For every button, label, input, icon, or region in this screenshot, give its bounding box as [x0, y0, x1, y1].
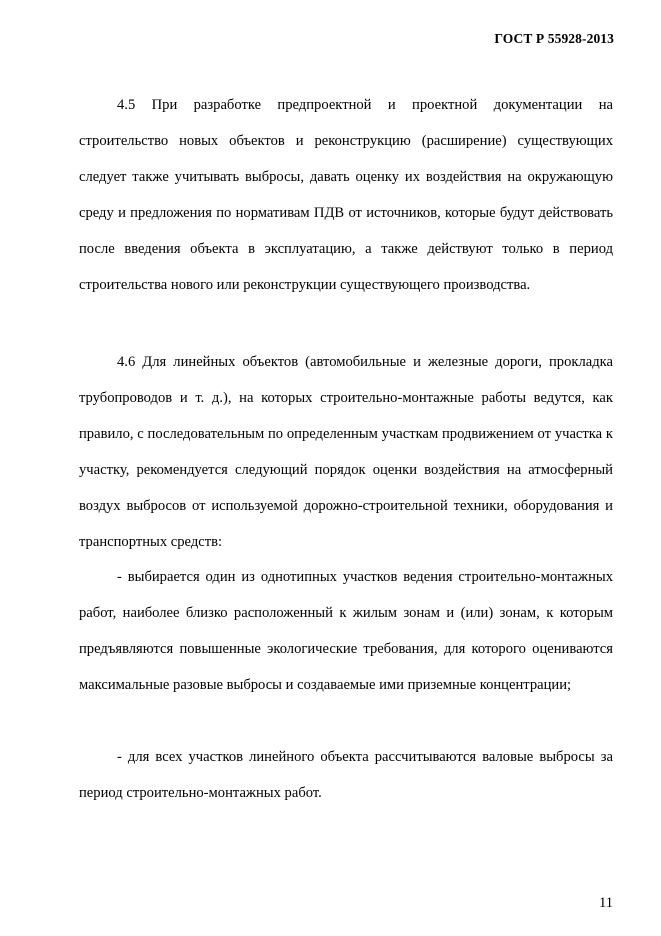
paragraph-4-5: 4.5 При разработке предпроектной и проектной документации на строительство новых объектов и реконструкцию (расширение) существующих следует также учитывать выбросы, давать оценку их воздействия на окружающую среду и предложения по нормативам ПДВ от источников, которые будут действовать после введения объекта в эксплуатацию, а также действуют только в период строительства нового или реконструкции существующего производства.	[79, 97, 613, 293]
paragraph-4-6: 4.6 Для линейных объектов (автомобильные и железные дороги, прокладка трубопроводов и т. д.), на которых строительно-монтажные работы ведутся, как правило, с последовательным по определенным участкам продвижением от участка к участку, рекомендуется следующий порядок оценки воздействия на атмосферный воздух выбросов от используемой дорожно-строительной техники, оборудования и транспортных средств:	[79, 354, 613, 550]
list-item-gross-emissions: - для всех участков линейного объекта рассчитываются валовые выбросы за период строительно-монтажных работ.	[79, 749, 613, 801]
document-standard-header: ГОСТ Р 55928-2013	[494, 31, 614, 46]
page-number: 11	[598, 895, 613, 911]
list-item-select-site: - выбирается один из однотипных участков ведения строительно-монтажных работ, наиболее близко расположенный к жилым зонам и (или) зонам, к которым предъявляются повышенные экологические требования, для которого оцениваются максимальные разовые выбросы и создаваемые ими приземные концентрации;	[79, 569, 613, 693]
